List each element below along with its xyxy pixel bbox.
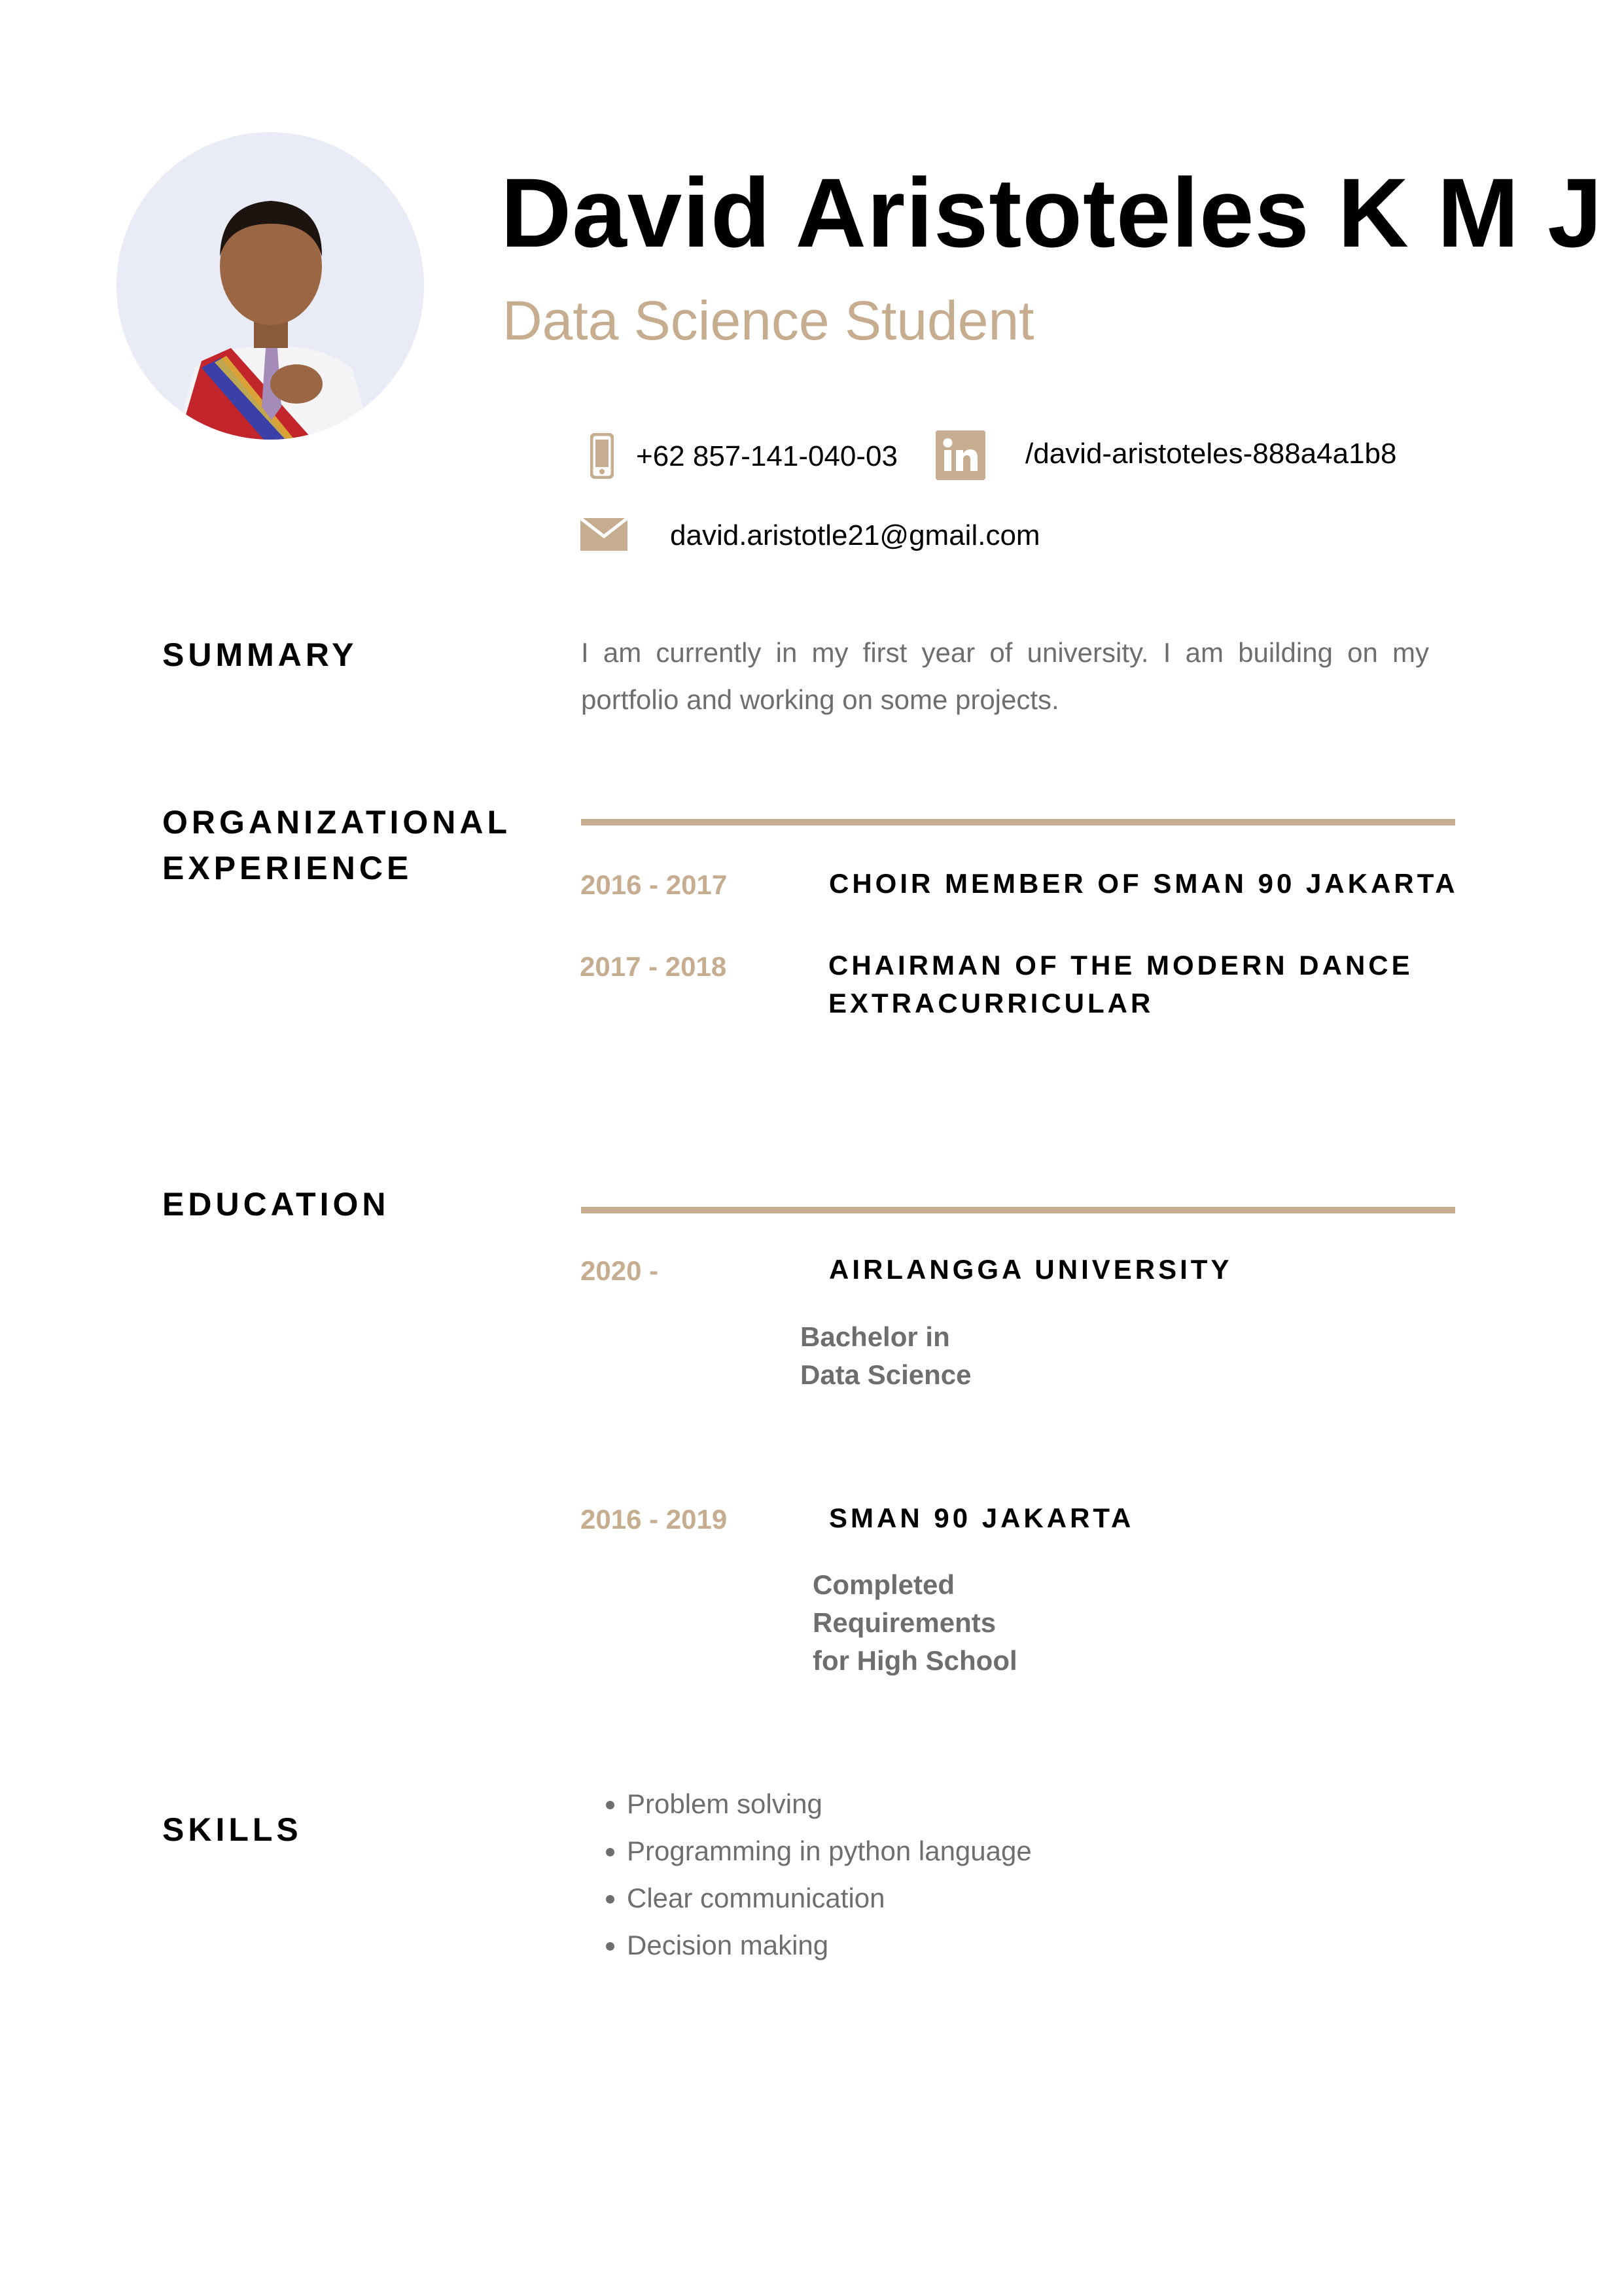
skills-heading: SKILLS [162,1811,302,1848]
linkedin-handle[interactable]: /david-aristoteles-888a4a1b8 [1025,438,1397,470]
edu-entry-detail [813,1566,1017,1680]
candidate-role: Data Science Student [503,290,1034,351]
education-heading: EDUCATION [162,1186,390,1223]
edu-detail-line: for High School [813,1645,1017,1676]
skill-item: • Problem solving [627,1781,1032,1828]
phone-icon [590,433,614,479]
candidate-name: David Aristoteles K M J [501,158,1603,268]
edu-entry-title: AIRLANGGA UNIVERSITY [829,1254,1233,1285]
org-entry-title-line2: EXTRACURRICULAR [828,988,1154,1018]
organizational-heading-line1: ORGANIZATIONAL [162,804,512,841]
org-entry-title-line1: CHAIRMAN OF THE MODERN DANCE [828,950,1413,981]
profile-photo-illustration [116,132,424,440]
skill-item: • Decision making [627,1922,1032,1969]
profile-photo [116,132,424,440]
skills-list [581,1781,1032,1969]
organizational-divider [581,819,1455,826]
edu-entry-date: 2020 - [580,1255,659,1286]
edu-detail-line: Requirements [813,1607,997,1638]
organizational-heading [162,799,511,891]
org-entry-title [828,947,1413,1022]
skill-item: • Clear communication [627,1875,1032,1922]
organizational-heading-line2: EXPERIENCE [162,850,413,886]
summary-heading: SUMMARY [162,636,358,673]
edu-detail-line: Data Science [800,1359,972,1390]
linkedin-icon[interactable] [936,430,985,480]
education-divider [581,1207,1455,1213]
edu-detail-line: Completed [813,1569,955,1600]
org-entry-date: 2017 - 2018 [580,951,727,982]
org-entry-title: CHOIR MEMBER OF SMAN 90 JAKARTA [829,868,1458,899]
org-entry-date: 2016 - 2017 [580,869,728,900]
summary-text: I am currently in my first year of university. I am building on my portfolio and working on some projects. [581,637,1429,715]
mail-icon [580,518,627,551]
edu-entry-date: 2016 - 2019 [580,1504,728,1535]
phone-number[interactable]: +62 857-141-040-03 [636,440,898,472]
edu-detail-line: Bachelor in [800,1321,950,1352]
edu-entry-title: SMAN 90 JAKARTA [829,1503,1135,1533]
edu-entry-detail [800,1318,971,1394]
email-address[interactable]: david.aristotle21@gmail.com [670,519,1040,551]
skill-item: • Programming in python language [627,1828,1032,1875]
